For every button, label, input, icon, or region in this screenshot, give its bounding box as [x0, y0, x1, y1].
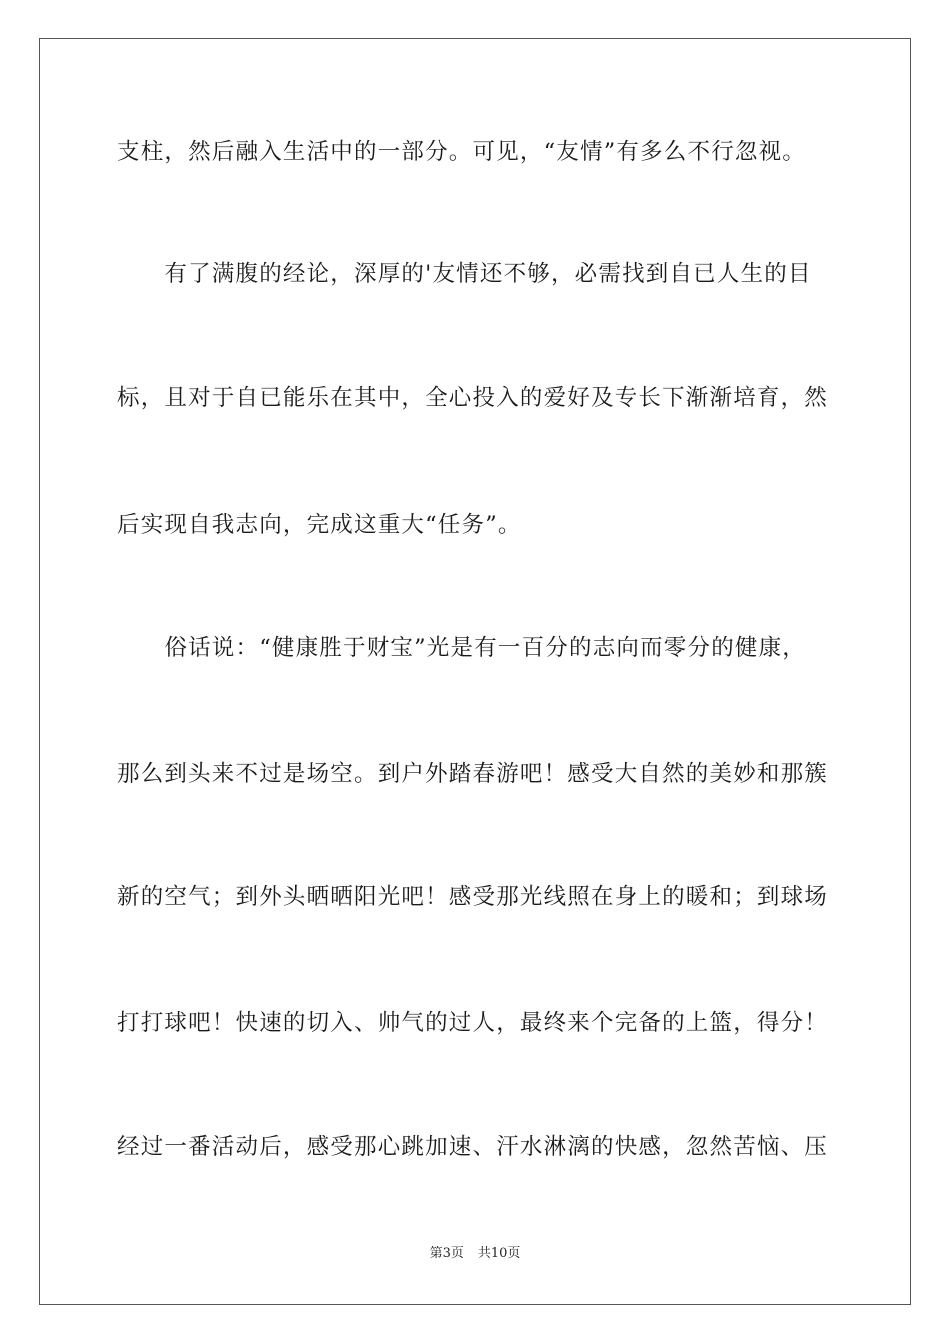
body-text-line: 有了满腹的经论，深厚的'友情还不够，必需找到自已人生的目	[117, 261, 812, 287]
page-border	[39, 38, 911, 1305]
body-text-line: 经过一番活动后，感受那心跳加速、汗水淋漓的快感，忽然苦恼、压	[117, 1134, 829, 1160]
body-text-line: 后实现自我志向，完成这重大“任务”。	[117, 512, 522, 538]
page-footer	[0, 1245, 950, 1263]
page-number-total: 共10页	[477, 1246, 521, 1261]
body-text-line: 标，且对于自已能乐在其中，全心投入的爱好及专长下渐渐培育，然	[117, 385, 829, 411]
body-text-line: 打打球吧！快速的切入、帅气的过人，最终来个完备的上篮，得分！	[117, 1010, 829, 1036]
body-text-line: 那么到头来不过是场空。到户外踏春游吧！感受大自然的美妙和那簇	[117, 761, 829, 787]
body-text-line: 支柱，然后融入生活中的一部分。可见，“友情”有多么不行忽视。	[117, 139, 807, 165]
body-text-line: 俗话说：“健康胜于财宝”光是有一百分的志向而零分的健康，	[117, 635, 807, 661]
page-number-current: 第3页	[429, 1246, 464, 1261]
body-text-line: 新的空气；到外头晒晒阳光吧！感受那光线照在身上的暖和；到球场	[117, 884, 829, 910]
